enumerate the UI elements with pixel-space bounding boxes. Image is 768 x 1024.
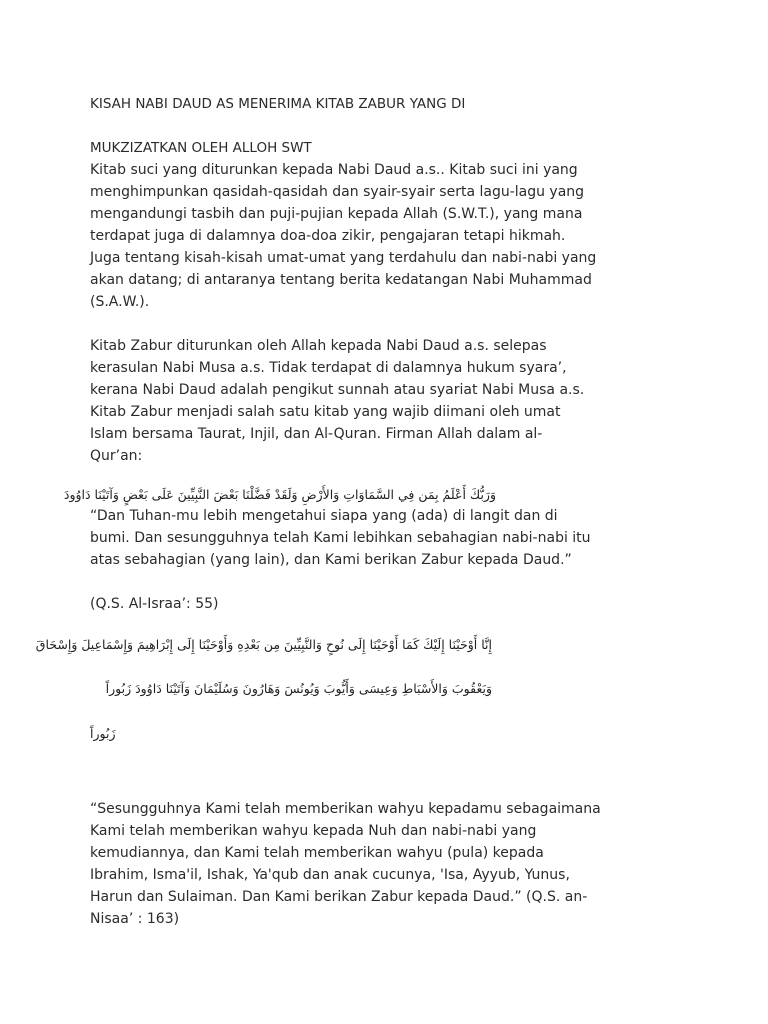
spacer [90, 313, 610, 335]
paragraph-line: mengandungi tasbih dan puji-pujian kepada Allah (S.W.T.), yang mana [90, 206, 583, 222]
paragraph-line: menghimpunkan qasidah-qasidah dan syair-syair serta lagu-lagu yang [90, 184, 585, 200]
document-title-line-1: KISAH NABI DAUD AS MENERIMA KITAB ZABUR YANG DI [90, 96, 466, 112]
arabic-verse-1: وَرَبُّكَ أَعْلَمُ بِمَن فِي السَّمَاوَاتِ وَالأَرْضِ وَلَقَدْ فَضَّلْنَا بَعْضَ النَّبِيِّينَ عَلَى بَعْضٍ وَآتَيْنَا دَاوُودَ [63, 487, 496, 502]
document-page [35, 93, 610, 930]
translation-line: kemudiannya, dan Kami telah memberikan wahyu (pula) kepada [90, 845, 544, 861]
paragraph-line: kerasulan Nabi Musa a.s. Tidak terdapat di dalamnya hukum syara’, [90, 360, 567, 376]
paragraph-zabur [90, 335, 610, 467]
spacer [90, 115, 610, 137]
spacer [90, 699, 610, 723]
paragraph-line: Juga tentang kisah-kisah umat-umat yang terdahulu dan nabi-nabi yang [90, 250, 597, 266]
spacer [90, 744, 610, 798]
translation-line: Kami telah memberikan wahyu kepada Nuh dan nabi-nabi yang [90, 823, 537, 839]
paragraph-line: Islam bersama Taurat, Injil, dan Al-Quran. Firman Allah dalam al- [90, 426, 543, 442]
translation-1 [90, 505, 610, 571]
paragraph-line: terdapat juga di dalamnya doa-doa zikir, pengajaran tetapi hikmah. [90, 228, 566, 244]
document-title-line-2: MUKZIZATKAN OLEH ALLOH SWT [90, 140, 312, 156]
spacer [90, 615, 610, 635]
paragraph-line: kerana Nabi Daud adalah pengikut sunnah atau syariat Nabi Musa a.s. [90, 382, 585, 398]
paragraph-intro [90, 159, 610, 313]
paragraph-line: (S.A.W.). [90, 294, 150, 310]
verse-reference-1: (Q.S. Al-Israa’: 55) [90, 596, 219, 612]
translation-2 [90, 798, 610, 930]
spacer [90, 655, 610, 679]
arabic-verse-2-line-1: إِنَّا أَوْحَيْنَا إِلَيْكَ كَمَا أَوْحَيْنَا إِلَى نُوحٍ وَالنَّبِيِّينَ مِن بَعْدِهِ وَأَوْحَيْنَا إِلَى إِبْرَاهِيمَ وَإِسْمَاعِيلَ وَإِسْحَاقَ [35, 637, 492, 652]
translation-line: Ibrahim, Isma'il, Ishak, Ya'qub dan anak cucunya, 'Isa, Ayyub, Yunus, [90, 867, 570, 883]
translation-line: Nisaa’ : 163) [90, 911, 180, 927]
spacer [90, 571, 610, 593]
paragraph-line: Qur’an: [90, 448, 143, 464]
paragraph-line: Kitab Zabur menjadi salah satu kitab yang wajib diimani oleh umat [90, 404, 561, 420]
arabic-verse-2-line-3: زَبُوراً [90, 726, 116, 741]
translation-line: “Sesungguhnya Kami telah memberikan wahyu kepadamu sebagaimana [90, 801, 601, 817]
translation-line: “Dan Tuhan-mu lebih mengetahui siapa yang (ada) di langit dan di [90, 508, 558, 524]
translation-line: Harun dan Sulaiman. Dan Kami berikan Zabur kepada Daud.” (Q.S. an- [90, 889, 588, 905]
paragraph-line: Kitab Zabur diturunkan oleh Allah kepada Nabi Daud a.s. selepas [90, 338, 547, 354]
paragraph-line: akan datang; di antaranya tentang berita kedatangan Nabi Muhammad [90, 272, 592, 288]
translation-line: atas sebahagian (yang lain), dan Kami berikan Zabur kepada Daud.” [90, 552, 572, 568]
translation-line: bumi. Dan sesungguhnya telah Kami lebihkan sebahagian nabi-nabi itu [90, 530, 591, 546]
paragraph-line: Kitab suci yang diturunkan kepada Nabi Daud a.s.. Kitab suci ini yang [90, 162, 578, 178]
spacer [90, 467, 610, 485]
arabic-verse-2-line-2: وَيَعْقُوبَ وَالأَسْبَاطِ وَعِيسَى وَأَيُّوبَ وَيُونُسَ وَهَارُونَ وَسُلَيْمَانَ وَآتَيْنَا دَاوُودَ زَبُوراً [105, 681, 492, 696]
